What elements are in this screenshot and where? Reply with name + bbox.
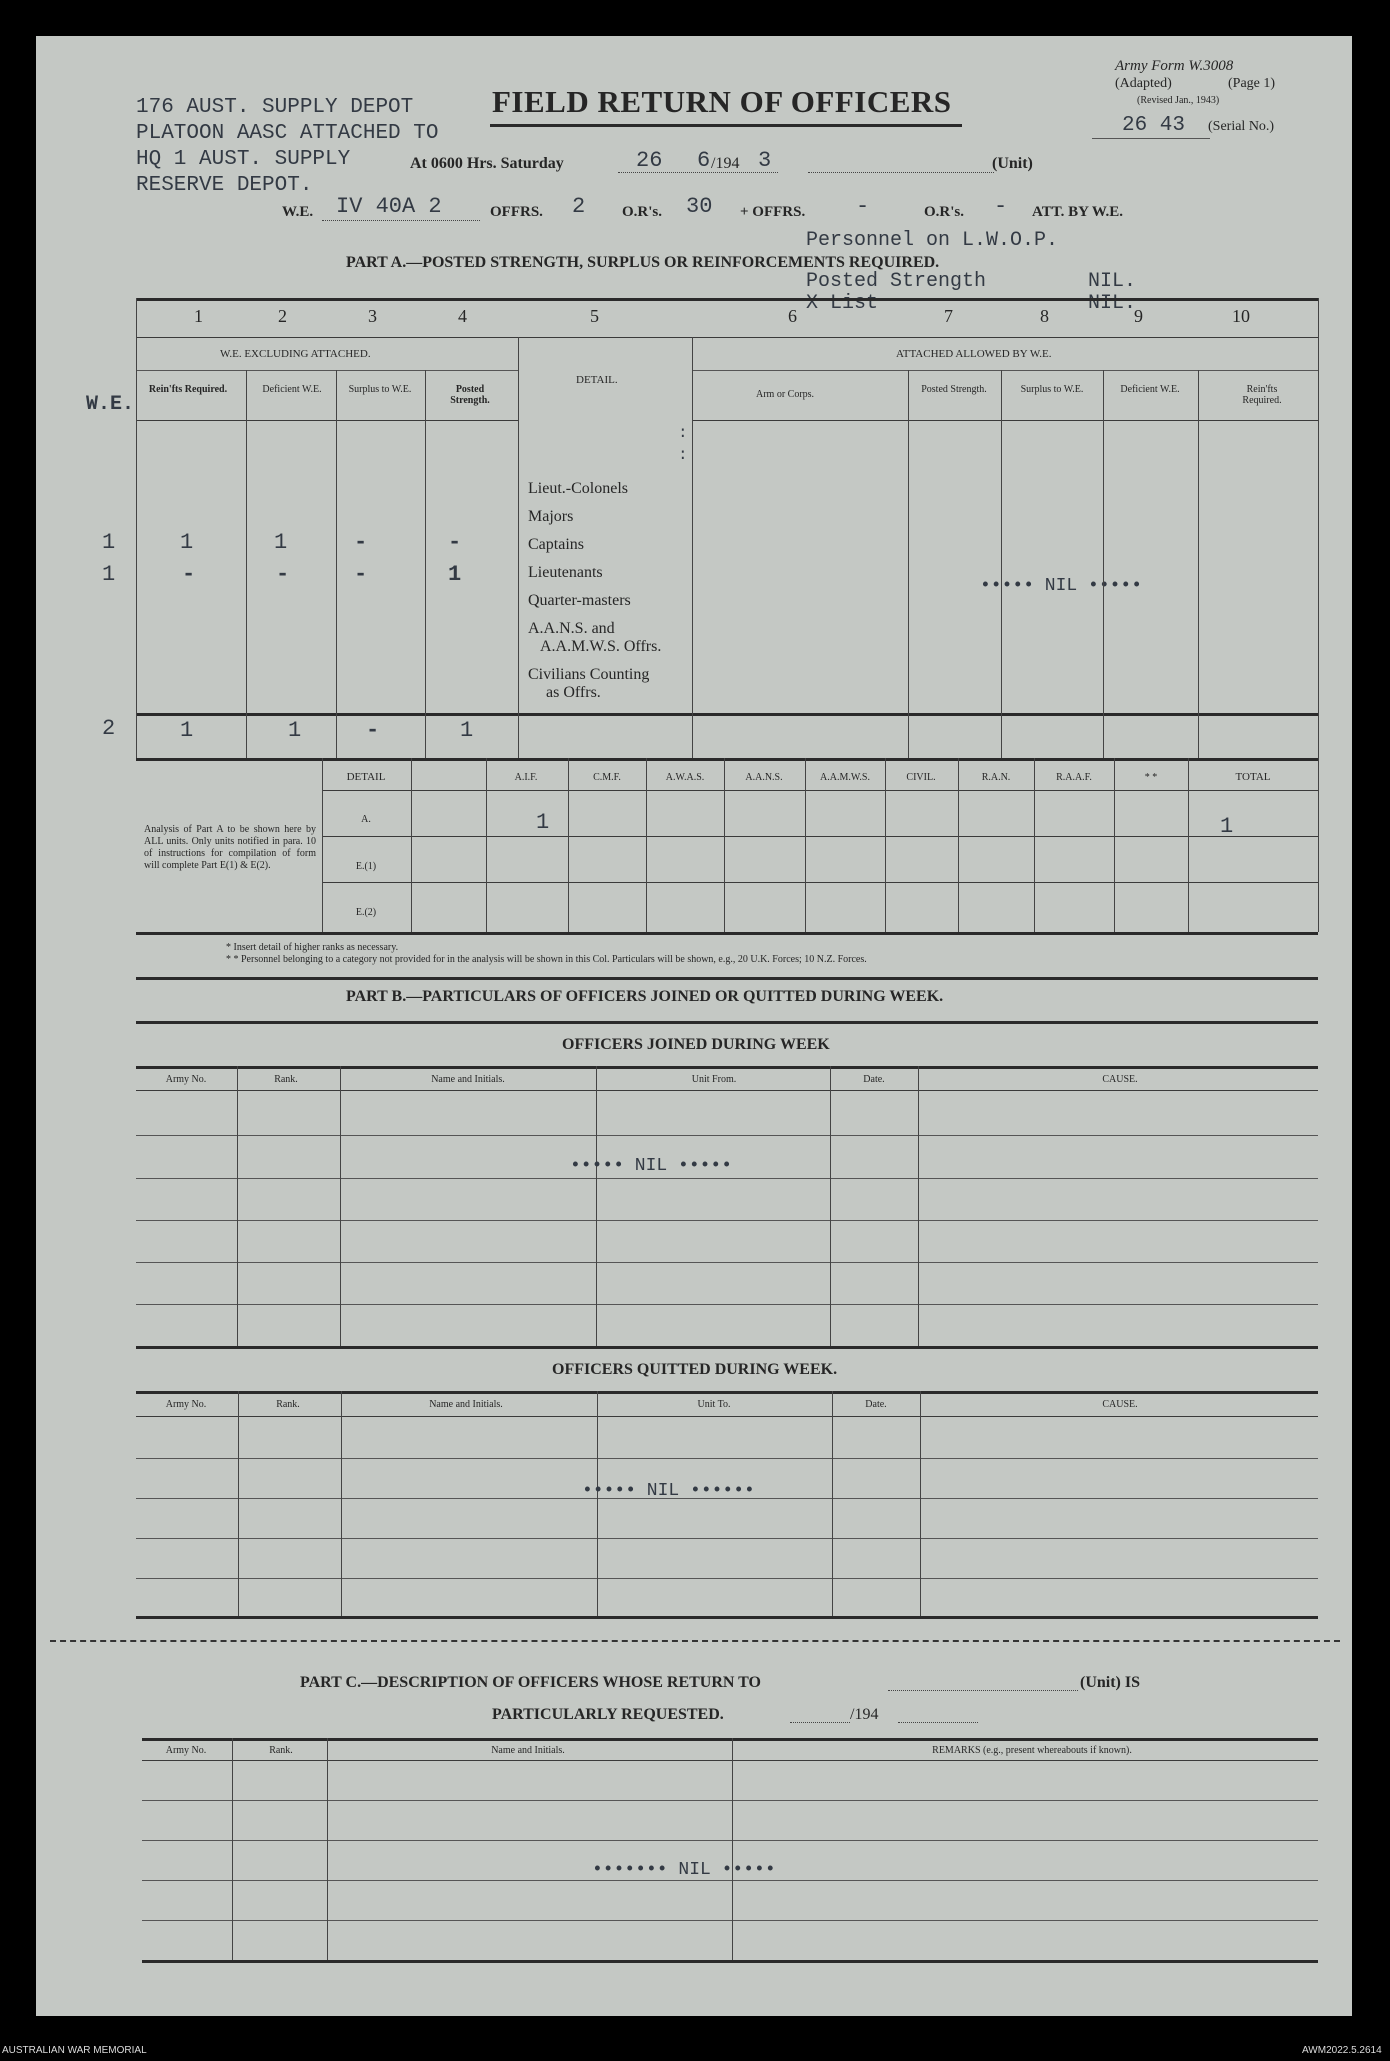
plus-offrs-value: - (856, 194, 870, 219)
rank-majors: Majors (528, 508, 574, 525)
typed-note-1: Personnel on L.W.O.P. (806, 229, 1059, 252)
col-num-5: 5 (590, 306, 599, 326)
rank-lieutenants: Lieutenants (528, 564, 603, 581)
an-h-raaf: R.A.A.F. (1056, 772, 1092, 783)
header-detail: DETAIL. (576, 374, 618, 386)
date-month: 6 (697, 148, 711, 173)
joined-h-name: Name and Initials. (431, 1074, 505, 1085)
row2-we: 1 (102, 562, 116, 587)
row1-surp: - (354, 530, 368, 555)
we-label: W.E. (282, 204, 314, 220)
quitted-h-name: Name and Initials. (429, 1399, 503, 1410)
an-h-cmf: C.M.F. (593, 772, 621, 783)
col-num-9: 9 (1134, 306, 1143, 326)
typed-note-3-val: NIL. (1088, 292, 1137, 315)
an-a-aif: 1 (536, 810, 550, 835)
part-c-title: PART C.—DESCRIPTION OF OFFICERS WHOSE RETURN TO (300, 1674, 761, 1691)
rank-lt-col: Lieut.-Colonels (528, 480, 628, 497)
row1-def: 1 (274, 530, 288, 555)
col-num-10: 10 (1232, 306, 1250, 326)
part-c-h-remarks: REMARKS (e.g., present whereabouts if known). (932, 1745, 1132, 1756)
date-prefix: At 0600 Hrs. Saturday (410, 155, 564, 172)
part-c-h-army: Army No. (165, 1745, 207, 1756)
ors2-label: O.R's. (924, 204, 965, 220)
rank-captains: Captains (528, 536, 584, 553)
part-c-unit-is: (Unit) IS (1080, 1674, 1141, 1691)
an-a-total: 1 (1220, 814, 1234, 839)
joined-h-cause: CAUSE. (1102, 1074, 1138, 1085)
quitted-h-unit: Unit To. (697, 1399, 731, 1410)
joined-h-date: Date. (863, 1074, 885, 1085)
an-h-aans: A.A.N.S. (745, 772, 783, 783)
serial-label: (Serial No.) (1208, 119, 1275, 134)
col-num-4: 4 (458, 306, 467, 326)
form-page: (Page 1) (1228, 76, 1276, 91)
an-row-a: A. (361, 814, 371, 825)
joined-h-rank: Rank. (274, 1074, 298, 1085)
group-left-header: W.E. EXCLUDING ATTACHED. (220, 348, 371, 360)
form-title: FIELD RETURN OF OFFICERS (492, 84, 952, 119)
row2-surp: - (354, 562, 368, 587)
rank-civilians-2: as Offrs. (546, 684, 601, 701)
footnote-2: * * Personnel belonging to a category not provided for in the analysis will be shown in this Col. Particulars will be shown, e.g., 20 U.K. Forces; 10 N.Z. Forces. (226, 954, 867, 965)
rank-quartermasters: Quarter-masters (528, 592, 631, 609)
col-num-2: 2 (278, 306, 287, 326)
att-label: ATT. BY W.E. (1032, 204, 1124, 220)
quitted-h-date: Date. (865, 1399, 887, 1410)
row1-we: 1 (102, 530, 116, 555)
offrs-label: OFFRS. (490, 204, 543, 220)
quitted-h-army: Army No. (165, 1399, 207, 1410)
col-num-7: 7 (944, 306, 953, 326)
an-h-civil: CIVIL. (906, 772, 936, 783)
an-h-aif: A.I.F. (514, 772, 538, 783)
unit-line-2: PLATOON AASC ATTACHED TO (136, 122, 439, 145)
ors-label: O.R's. (622, 204, 663, 220)
header-deficient: Deficient W.E. (262, 384, 322, 395)
we-margin-label: W.E. (86, 393, 135, 416)
row2-posted: 1 (448, 562, 462, 587)
quitted-h-cause: CAUSE. (1102, 1399, 1138, 1410)
an-h-stars: * * (1144, 772, 1158, 783)
part-c-nil: ••••••• NIL ••••• (592, 1860, 776, 1880)
total-posted: 1 (460, 718, 474, 743)
rank-aans: A.A.N.S. and (528, 620, 615, 637)
rank-aamws: A.A.M.W.S. Offrs. (540, 638, 662, 655)
joined-nil: ••••• NIL ••••• (570, 1156, 733, 1176)
plus-offrs-label: + OFFRS. (740, 204, 806, 220)
header-posted: Posted Strength. (450, 384, 490, 406)
unit-line-4: RESERVE DEPOT. (136, 174, 313, 197)
analysis-note: Analysis of Part A to be shown here by ALL units. Only units notified in para. 10 of instructions for compilation of form will complete Part E(1) & E(2). (144, 824, 316, 871)
quitted-nil: ••••• NIL •••••• (582, 1481, 755, 1501)
header-deficient-right: Deficient W.E. (1120, 384, 1180, 395)
an-h-aamws: A.A.M.W.S. (820, 772, 870, 783)
an-h-ran: R.A.N. (981, 772, 1011, 783)
header-posted-right: Posted Strength. (921, 384, 987, 395)
footnote-1: * Insert detail of higher ranks as necessary. (226, 942, 399, 953)
col-num-1: 1 (194, 306, 203, 326)
form-id: Army Form W.3008 (1115, 58, 1234, 74)
ors-value: 30 (686, 194, 713, 219)
joined-h-army: Army No. (165, 1074, 207, 1085)
part-c-h-name: Name and Initials. (491, 1745, 565, 1756)
rank-civilians: Civilians Counting (528, 666, 650, 683)
typed-note-3: X List (806, 292, 879, 315)
footer-right: AWM2022.5.2614 (1302, 2045, 1382, 2056)
an-row-e1: E.(1) (355, 861, 377, 872)
an-row-e2: E.(2) (355, 907, 377, 918)
date-day: 26 (636, 148, 663, 173)
unit-line-1: 176 AUST. SUPPLY DEPOT (136, 96, 414, 119)
part-c-date: /194 (850, 1706, 879, 1723)
col-num-3: 3 (368, 306, 377, 326)
offrs-value: 2 (572, 194, 586, 219)
header-arm-corps: Arm or Corps. (756, 389, 815, 400)
part-c-h-rank: Rank. (269, 1745, 293, 1756)
ors2-value: - (994, 194, 1008, 219)
total-surp: - (366, 718, 380, 743)
joined-title: OFFICERS JOINED DURING WEEK (562, 1036, 830, 1053)
header-reinf-right: Rein'fts Required. (1242, 384, 1282, 406)
an-h-detail: DETAIL (346, 771, 386, 783)
part-b-title: PART B.—PARTICULARS OF OFFICERS JOINED OR QUITTED DURING WEEK. (346, 988, 944, 1005)
quitted-h-rank: Rank. (276, 1399, 300, 1410)
header-reinf-req: Rein'fts Required. (148, 384, 228, 395)
footer-left: AUSTRALIAN WAR MEMORIAL (2, 2045, 147, 2056)
we-value: IV 40A 2 (336, 194, 442, 219)
col-num-8: 8 (1040, 306, 1049, 326)
col-num-6: 6 (788, 306, 797, 326)
attached-nil: ••••• NIL ••••• (980, 576, 1143, 596)
date-year-prefix: /194 (711, 155, 740, 172)
total-def: 1 (288, 718, 302, 743)
serial-value: 26 43 (1122, 114, 1186, 137)
header-surplus-right: Surplus to W.E. (1020, 384, 1084, 395)
an-h-total: TOTAL (1235, 771, 1271, 783)
an-h-awas: A.W.A.S. (665, 772, 705, 783)
row2-def: - (276, 562, 290, 587)
group-right-header: ATTACHED ALLOWED BY W.E. (896, 348, 1052, 360)
form-revised: (Revised Jan., 1943) (1137, 95, 1220, 106)
part-c-line2: PARTICULARLY REQUESTED. (492, 1706, 724, 1723)
unit-line-3: HQ 1 AUST. SUPPLY (136, 148, 351, 171)
joined-h-unit: Unit From. (691, 1074, 737, 1085)
date-year-digit: 3 (758, 148, 772, 173)
row2-reinf: - (182, 562, 196, 587)
header-surplus: Surplus to W.E. (348, 384, 412, 395)
typed-note-2-val: NIL. (1088, 270, 1137, 293)
part-a-title: PART A.—POSTED STRENGTH, SURPLUS OR REINFORCEMENTS REQUIRED. (346, 254, 940, 271)
total-we: 2 (102, 716, 116, 741)
total-reinf: 1 (180, 718, 194, 743)
unit-label: (Unit) (992, 155, 1033, 172)
typed-note-2: Posted Strength (806, 270, 987, 293)
quitted-title: OFFICERS QUITTED DURING WEEK. (552, 1361, 838, 1378)
form-adapted: (Adapted) (1115, 76, 1172, 91)
row1-reinf: 1 (180, 530, 194, 555)
row1-posted: - (448, 530, 462, 555)
